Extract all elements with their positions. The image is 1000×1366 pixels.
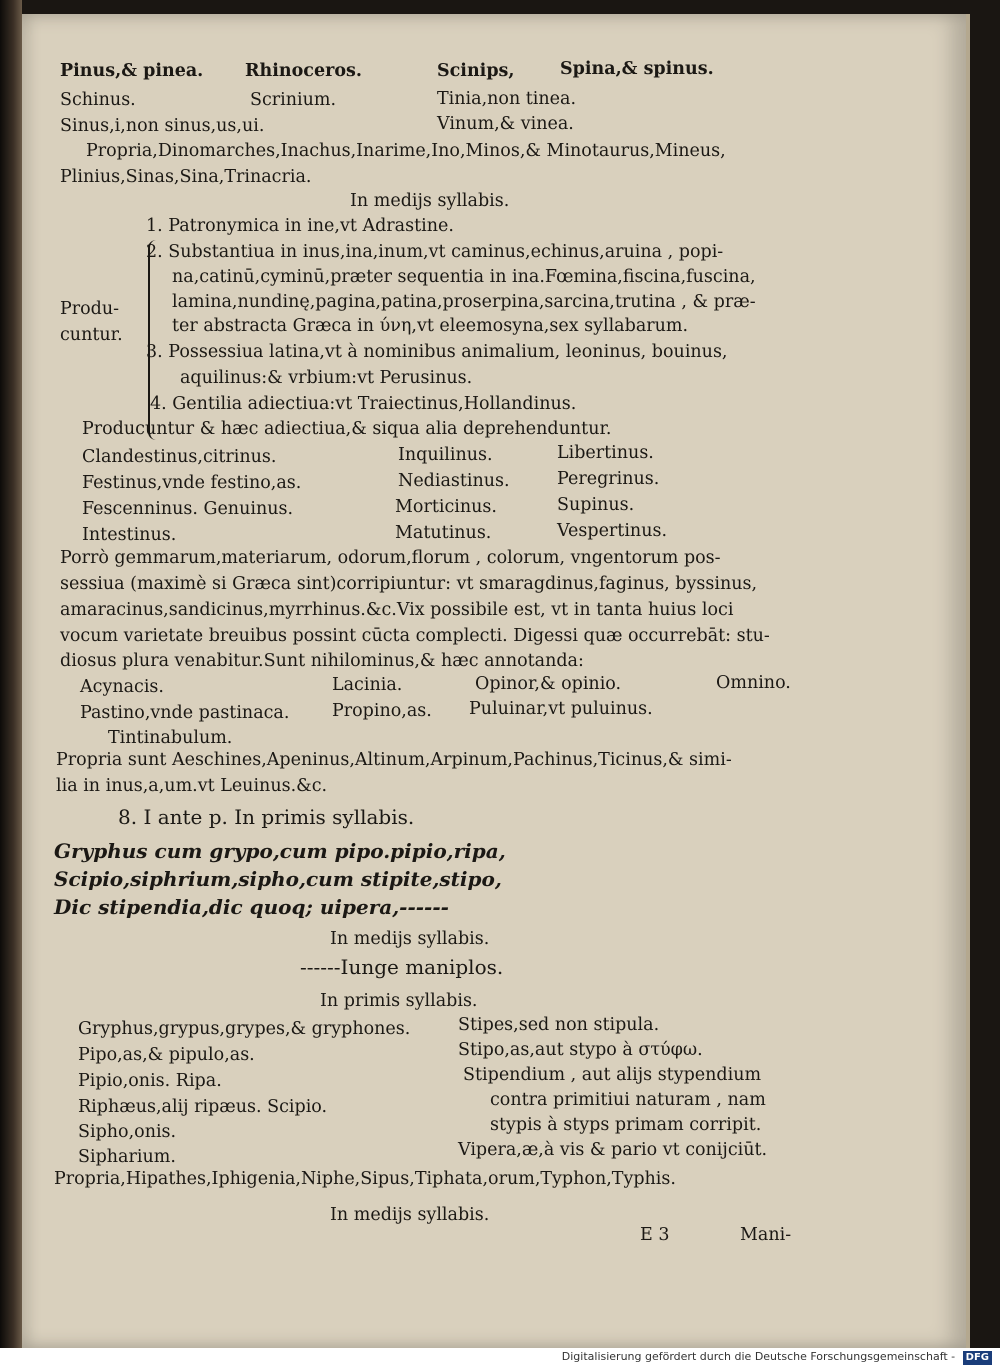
text-line-o2: stypis à styps primam corripit. xyxy=(490,1115,762,1135)
text-line-b3: Peregrinus. xyxy=(557,469,660,489)
text-line-i1: Propria sunt Aeschines,Apeninus,Altinum,Arpinum,Pachinus,Ticinus,& simi- xyxy=(56,750,732,770)
text-line-f2: Lacinia. xyxy=(332,675,403,695)
text-line-s2: Vipera,æ,à vis & pario vt conijciūt. xyxy=(458,1140,768,1160)
text-line-a2: Inquilinus. xyxy=(398,445,493,465)
text-line-i2: lia in inus,a,um.vt Leuinus.&c. xyxy=(56,776,328,796)
text-line-f4: Omnino. xyxy=(716,673,791,693)
text-line-e2: sessiua (maximè si Græca sint)corripiuntur: vt smaragdinus,faginus, byssinus, xyxy=(60,574,758,594)
text-line-h2: Tintinabulum. xyxy=(108,728,233,748)
text-line-j2: Stipes,sed non stipula. xyxy=(458,1015,660,1035)
text-line-n1: 1. Patronymica in ine,vt Adrastine. xyxy=(146,216,454,236)
text-line-j1: Gryphus,grypus,grypes,& gryphones. xyxy=(78,1019,411,1039)
text-line-sig: E 3 xyxy=(640,1225,670,1245)
text-line-k2: Stipo,as,aut stypo à στύφω. xyxy=(458,1040,703,1060)
text-line-r1c1: Pinus,& pinea. xyxy=(60,61,204,81)
text-line-r2c3: Tinia,non tinea. xyxy=(437,89,577,109)
text-line-d3: Vespertinus. xyxy=(557,521,668,541)
dfg-logo: DFG xyxy=(963,1351,992,1365)
text-line-a1: Clandestinus,citrinus. xyxy=(82,447,277,467)
text-line-q1: Producuntur & hæc adiectiua,& siqua alia deprehenduntur. xyxy=(82,419,612,439)
text-line-n4: 4. Gentilia adiectiua:vt Traiectinus,Hollandinus. xyxy=(150,394,577,414)
text-line-h1: In medijs syllabis. xyxy=(350,191,510,211)
text-line-n2b: na,catinū,cyminū,prӕter sequentia in ina.Fœmina,fiscina,fuscina, xyxy=(172,267,756,287)
text-line-o1: Sipho,onis. xyxy=(78,1122,177,1142)
text-line-b1: Festinus,vnde festino,as. xyxy=(82,473,302,493)
text-line-r2c2: Scrinium. xyxy=(250,90,337,110)
text-line-h3: In medijs syllabis. xyxy=(330,929,490,949)
text-line-b2: Nediastinus. xyxy=(398,471,510,491)
text-line-d2: Matutinus. xyxy=(395,523,492,543)
text-line-l1: Pipio,onis. Ripa. xyxy=(78,1071,222,1091)
text-line-n2: 2. Substantiua in inus,ina,inum,vt caminus,echinus,aruina , popi- xyxy=(146,242,724,262)
text-line-f1: Acynacis. xyxy=(80,677,164,697)
text-line-n2d: ter abstracta Græca in ύνη,vt eleemosyna,sex syllabarum. xyxy=(172,316,689,336)
book-page xyxy=(22,14,970,1348)
text-line-cw: Mani- xyxy=(740,1225,792,1245)
text-line-r1c4: Spina,& spinus. xyxy=(560,59,714,79)
text-line-d1: Intestinus. xyxy=(82,525,177,545)
text-line-g3: Puluinar,vt puluinus. xyxy=(469,699,653,719)
text-line-l2: Stipendium , aut alijs stypendium xyxy=(463,1065,762,1085)
text-line-t2: In medijs syllabis. xyxy=(330,1205,490,1225)
text-line-t1: Propria,Hipathes,Iphigenia,Niphe,Sipus,Tiphata,orum,Typhon,Typhis. xyxy=(54,1169,676,1189)
text-line-v3: Dic stipendia,dic quoq; uipera,------ xyxy=(54,895,449,919)
text-line-r3c1: Sinus,i,non sinus,us,ui. xyxy=(60,116,265,136)
text-line-f3: Opinor,& opinio. xyxy=(475,674,622,694)
text-line-c3: Supinus. xyxy=(557,495,635,515)
text-line-g1: Pastino,vnde pastinaca. xyxy=(80,703,290,723)
text-line-e1: Porrò gemmarum,materiarum, odorum,florum , colorum, vngentorum pos- xyxy=(60,548,721,568)
text-line-s1: Sipharium. xyxy=(78,1147,176,1167)
text-line-r1c3: Scinips, xyxy=(437,61,515,81)
text-line-n3b: aquilinus:& vrbium:vt Perusinus. xyxy=(180,368,473,388)
text-line-h4: ------Iunge maniplos. xyxy=(300,955,504,979)
text-line-h5: In primis syllabis. xyxy=(320,991,478,1011)
text-line-v2: Scipio,siphrium,sipho,cum stipite,stipo, xyxy=(54,867,502,891)
text-line-r3c3: Vinum,& vinea. xyxy=(437,114,574,134)
text-line-prodB: cuntur. xyxy=(60,325,123,345)
text-line-g2: Propino,as. xyxy=(332,701,432,721)
text-line-p2: Plinius,Sinas,Sina,Trinacria. xyxy=(60,167,312,187)
text-line-v1: Gryphus cum grypo,cum pipo.pipio,ripa, xyxy=(54,839,506,863)
text-line-c2: Morticinus. xyxy=(395,497,497,517)
text-line-n3: 3. Possessiua latina,vt à nominibus animalium, leoninus, bouinus, xyxy=(146,342,728,362)
text-line-c1: Fescenninus. Genuinus. xyxy=(82,499,294,519)
text-line-sec: 8. I ante p. In primis syllabis. xyxy=(118,805,415,829)
footer-text: Digitalisierung gefördert durch die Deutsche Forschungsgemeinschaft - xyxy=(561,1350,956,1363)
text-line-k1: Pipo,as,& pipulo,as. xyxy=(78,1045,255,1065)
book-spine xyxy=(0,0,22,1366)
text-line-a3: Libertinus. xyxy=(557,443,654,463)
text-line-e5: diosus plura venabitur.Sunt nihilominus,& hæc annotanda: xyxy=(60,651,584,671)
text-line-n2c: lamina,nundinę,pagina,patina,proserpina,sarcina,trutina , & præ- xyxy=(172,292,756,312)
text-line-prodA: Produ- xyxy=(60,299,120,319)
text-line-e3: amaracinus,sandicinus,myrrhinus.&c.Vix possibile est, vt in tanta huius loci xyxy=(60,600,734,620)
text-line-p1: Propria,Dinomarches,Inachus,Inarime,Ino,Minos,& Minotaurus,Mineus, xyxy=(86,141,726,161)
text-line-r2c1: Schinus. xyxy=(60,90,136,110)
text-line-m2: contra primitiui naturam , nam xyxy=(490,1090,766,1110)
digitization-footer xyxy=(0,1348,1000,1366)
text-line-m1: Riphæus,alij ripæus. Scipio. xyxy=(78,1097,328,1117)
text-line-r1c2: Rhinoceros. xyxy=(245,61,362,81)
text-line-e4: vocum varietate breuibus possint cūcta complecti. Digessi quæ occurrebāt: stu- xyxy=(60,626,770,646)
